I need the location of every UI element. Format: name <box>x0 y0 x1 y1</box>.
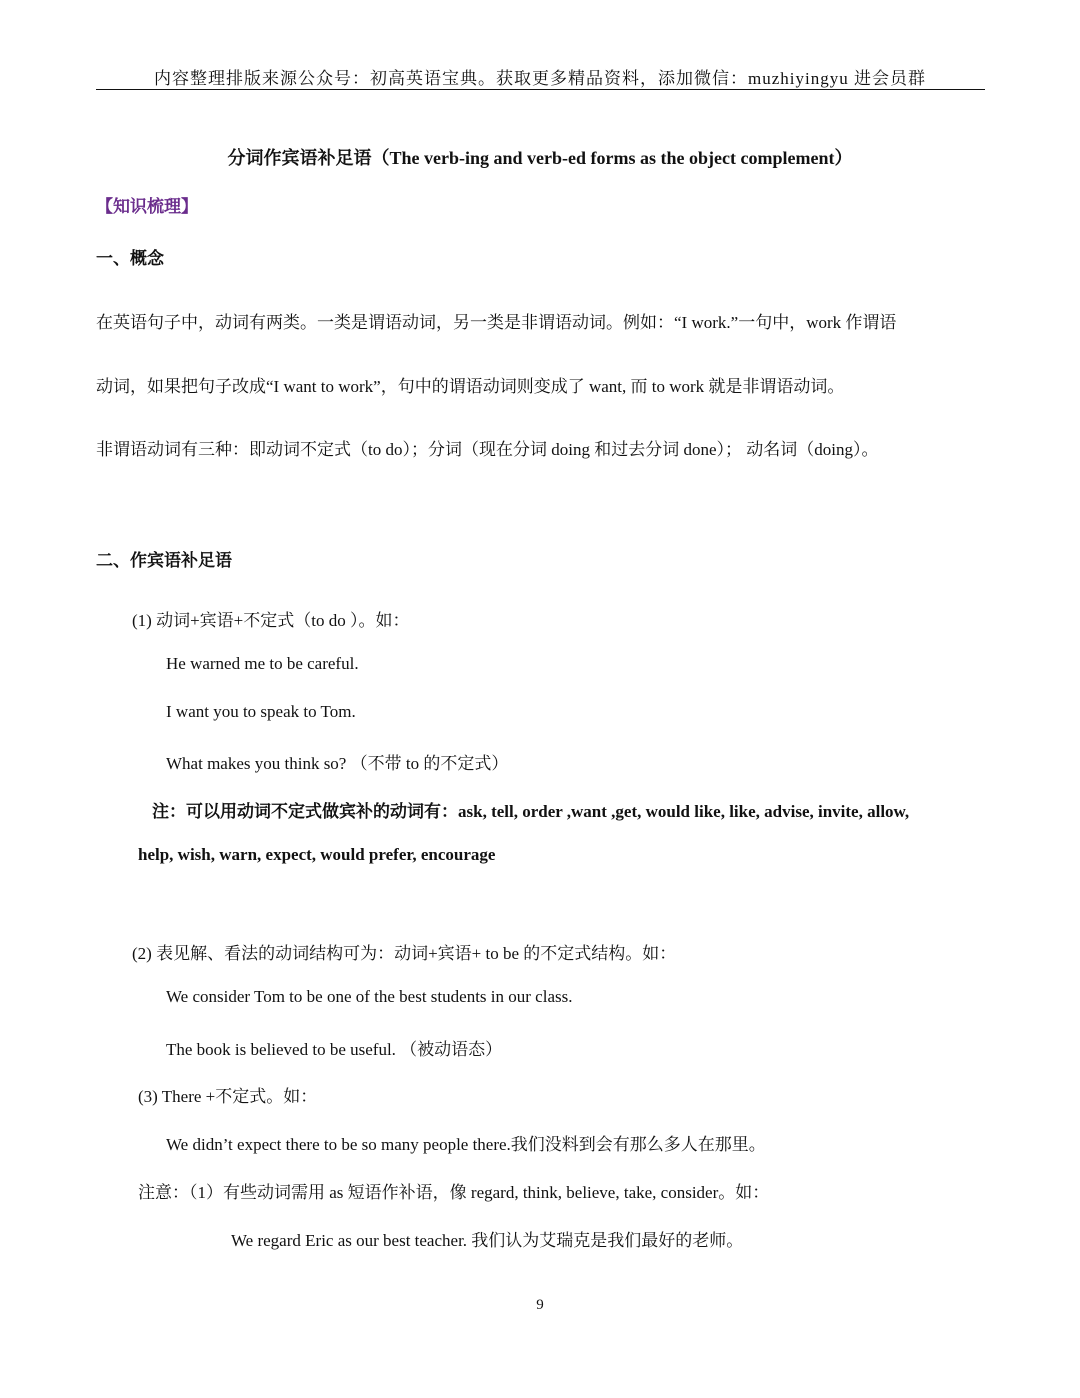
item2-label: (2) 表见解、看法的动词结构可为：动词+宾语+ to be 的不定式结构。如： <box>132 944 677 963</box>
item1-label: (1) 动词+宾语+不定式（to do ）。如： <box>132 611 410 630</box>
attention-example: We regard Eric as our best teacher. 我们认为艾瑞克是我们最好的老师。 <box>231 1231 744 1250</box>
concept-line-3: 非谓语动词有三种：即动词不定式（to do）；分词（现在分词 doing 和过去分词 done）； 动名词（doing）。 <box>96 440 879 459</box>
concept-heading: 一、概念 <box>96 249 164 268</box>
item1-note-line-2: help, wish, warn, expect, would prefer, encourage <box>138 845 496 864</box>
item2-example-2: The book is believed to be useful. （被动语态） <box>166 1040 503 1059</box>
item2-example-1: We consider Tom to be one of the best students in our class. <box>166 987 573 1006</box>
header-divider <box>96 89 985 90</box>
item1-example-1: He warned me to be careful. <box>166 654 359 673</box>
section-tag: 【知识梳理】 <box>96 197 198 216</box>
item1-example-3: What makes you think so? （不带 to 的不定式） <box>166 754 509 773</box>
item3-label: (3) There +不定式。如： <box>138 1087 318 1106</box>
item1-note-line-1: 注：可以用动词不定式做宾补的动词有：ask, tell, order ,want ,get, would like, like, advise, invite, allow, <box>152 802 910 821</box>
item1-example-2: I want you to speak to Tom. <box>166 702 356 721</box>
document-title: 分词作宾语补足语（The verb-ing and verb-ed forms as the object complement） <box>227 148 853 168</box>
page-header: 内容整理排版来源公众号：初高英语宝典。获取更多精品资料，添加微信：muzhiyingyu 进会员群 <box>154 69 926 88</box>
concept-line-1: 在英语句子中，动词有两类。一类是谓语动词，另一类是非谓语动词。例如：“I work.”一句中，work 作谓语 <box>96 313 897 332</box>
page-number: 9 <box>536 1297 544 1313</box>
attention-label: 注意：（1）有些动词需用 as 短语作补语，像 regard, think, believe, take, consider。如： <box>138 1183 770 1202</box>
concept-line-2: 动词，如果把句子改成“I want to work”，句中的谓语动词则变成了 want, 而 to work 就是非谓语动词。 <box>96 377 845 396</box>
complement-heading: 二、作宾语补足语 <box>96 551 232 570</box>
item3-example: We didn’t expect there to be so many people there.我们没料到会有那么多人在那里。 <box>166 1135 766 1154</box>
